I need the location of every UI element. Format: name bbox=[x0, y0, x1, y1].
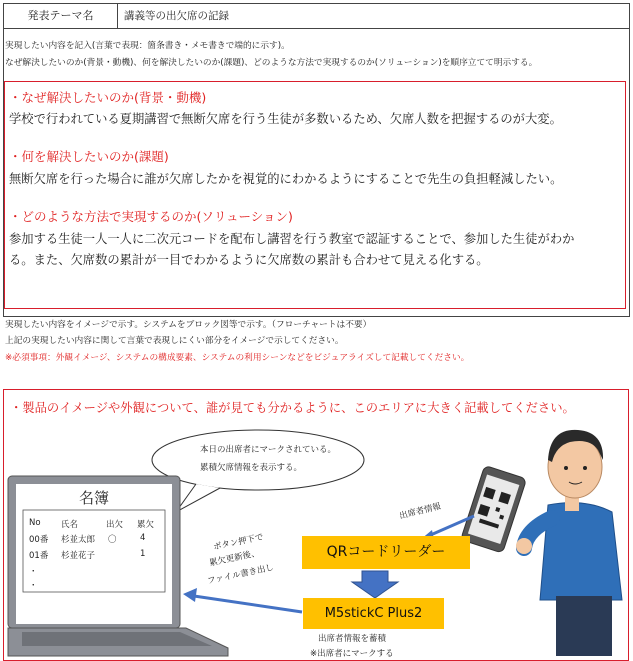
instruction-required: ※必須事項：外観イメージ、システムの構成要素、システムの利用シーンなどをビジュアライズして記載してください。 bbox=[5, 353, 470, 363]
instruction-line: 実現したい内容をイメージで示す。システムをブロック図等で示す。（フローチャートは不要） bbox=[5, 320, 372, 330]
section-body: 参加する生徒一人一人に二次元コードを配布し講習を行う教室で認証することで、参加した生徒がわか bbox=[9, 232, 575, 246]
qr-reader-box: QRコードリーダー bbox=[302, 536, 470, 569]
roster-cell: 〇 bbox=[108, 535, 117, 545]
person-illustration bbox=[516, 430, 622, 656]
roster-col-attendance: 出欠 bbox=[106, 520, 124, 530]
bubble-text: 累積欠席情報を表示する。 bbox=[200, 463, 303, 473]
image-area-title: ・製品のイメージや外観について、誰が見ても分かるように、このエリアに大きく記載してください。 bbox=[10, 401, 575, 415]
roster-cell: 01番 bbox=[29, 551, 49, 561]
arrow-reader-to-device bbox=[352, 571, 398, 598]
section-body: 無断欠席を行った場合に誰が欠席したかを視覚的にわかるようにすることで先生の負担軽減したい。 bbox=[9, 172, 563, 186]
bubble-text: 本日の出席者にマークされている。 bbox=[200, 445, 337, 455]
roster-col-no: No bbox=[29, 518, 41, 528]
roster-title: 名簿 bbox=[78, 489, 109, 507]
section-body: る。また、欠席数の累計が一目でわかるように欠席数の累計も合わせて見える化する。 bbox=[9, 253, 489, 267]
instruction-line: なぜ解決したいのか(背景・動機)、何を解決したいのか(課題)、どのような方法で実現するのか(ソリューション)を順序立てて明示する。 bbox=[5, 58, 538, 68]
roster-col-name: 氏名 bbox=[61, 520, 79, 530]
phone-icon bbox=[461, 465, 527, 553]
theme-value: 講義等の出欠席の記録 bbox=[124, 10, 229, 22]
section-title: ・どのような方法で実現するのか(ソリューション) bbox=[9, 209, 293, 224]
button-label: 累欠更新後、 bbox=[208, 548, 261, 569]
roster-cell: 00番 bbox=[29, 535, 49, 545]
theme-label: 発表テーマ名 bbox=[4, 4, 118, 28]
roster-dot: ・ bbox=[29, 567, 38, 577]
instruction-line: 上記の実現したい内容に関して言葉で表現しにくい部分をイメージで示してください。 bbox=[5, 336, 344, 346]
section-body: 学校で行われている夏期講習で無断欠席を行う生徒が多数いるため、欠席人数を把握するのが大変。 bbox=[9, 112, 562, 126]
roster-cell: 杉並太郎 bbox=[61, 535, 96, 545]
arrow-device-to-laptop bbox=[183, 588, 302, 612]
roster-cell: 1 bbox=[140, 549, 146, 559]
store-label: 出席者情報を蓄積 bbox=[318, 634, 387, 644]
section-title: ・何を解決したいのか(課題) bbox=[9, 149, 169, 164]
roster-dot: ・ bbox=[29, 581, 38, 591]
button-label: ボタン押下で bbox=[212, 532, 265, 553]
store-label: ※出席者にマークする bbox=[310, 649, 394, 659]
section-title: ・なぜ解決したいのか(背景・動機) bbox=[9, 90, 207, 105]
roster-col-absences: 累欠 bbox=[137, 520, 155, 530]
button-label: ファイル書き出し bbox=[206, 562, 275, 587]
roster-cell: 4 bbox=[140, 533, 146, 543]
m5stick-box: M5stickC Plus2 bbox=[303, 598, 444, 629]
roster-cell: 杉並花子 bbox=[61, 551, 96, 561]
instruction-line: 実現したい内容を記入(言葉で表現：箇条書き・メモ書きで端的に示す)。 bbox=[5, 41, 290, 51]
attendee-info-label: 出席者情報 bbox=[398, 501, 443, 522]
